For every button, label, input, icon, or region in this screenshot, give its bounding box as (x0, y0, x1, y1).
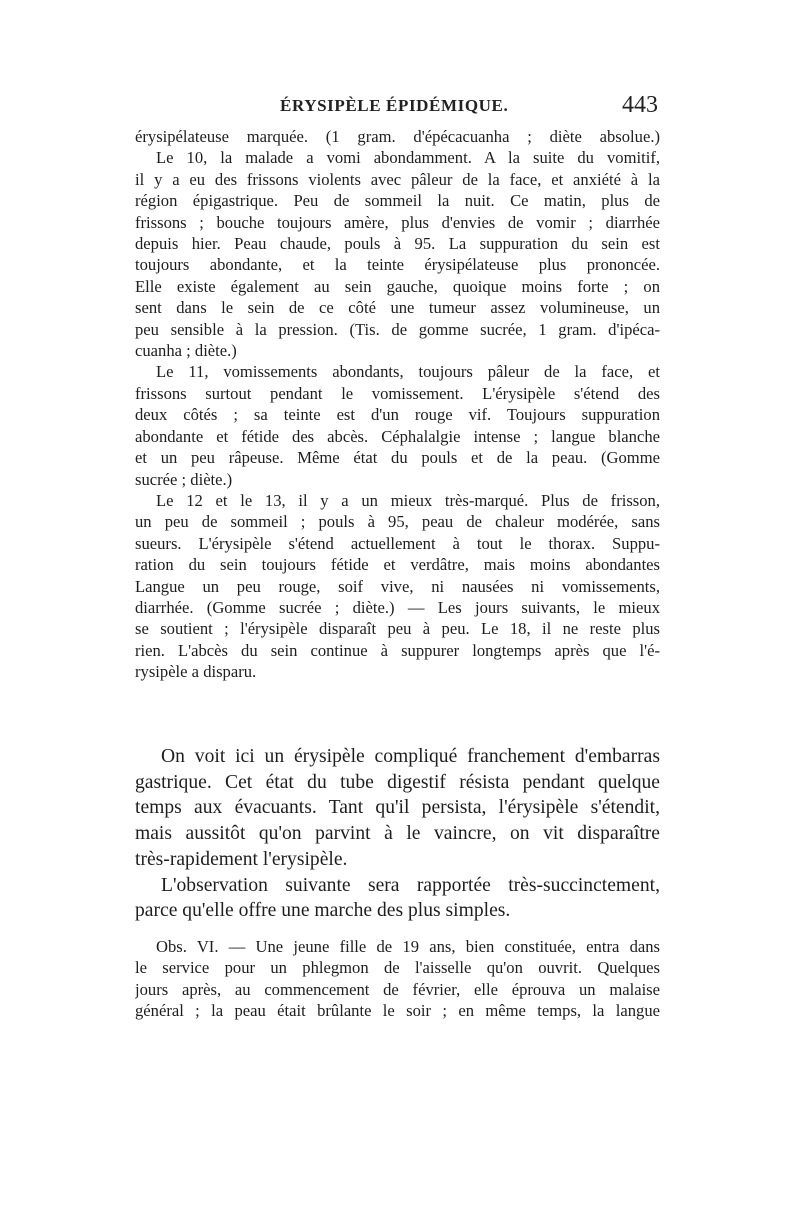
case-notes-paragraphs (135, 126, 660, 683)
text-line: rien. L'abcès du sein continue à suppurer longtemps après que l'é- (135, 640, 660, 660)
text-line: cuanha ; diète.) (135, 341, 237, 361)
text-line: toujours abondante, et la teinte érysipélateuse plus prononcée. (135, 255, 660, 275)
text-line: érysipélateuse marquée. (1 gram. d'épécacuanha ; diète absolue.) (135, 127, 660, 146)
text-line: Le 10, la malade a vomi abondamment. A la suite du vomitif, (156, 148, 660, 168)
text-line: général ; la peau était brûlante le soir ; en même temps, la langue (135, 1001, 660, 1021)
text-line: On voit ici un érysipèle compliqué franchement d'embarras (161, 746, 660, 767)
text-line: Obs. VI. — Une jeune fille de 19 ans, bien constituée, entra dans (156, 937, 660, 956)
text-line: abondante et fétide des abcès. Céphalalgie intense ; langue blanche (135, 426, 660, 446)
text-line: il y a eu des frissons violents avec pâleur de la face, et anxiété à la (135, 169, 660, 189)
text-line: frissons surtout pendant le vomissement. L'érysipèle s'étend des (135, 383, 660, 403)
text-line: parce qu'elle offre une marche des plus simples. (135, 900, 511, 922)
page-header (135, 92, 670, 126)
text-line: peu sensible à la pression. (Tis. de gomme sucrée, 1 gram. d'ipéca- (135, 319, 660, 339)
text-line: et un peu râpeuse. Même état du pouls et de la peau. (Gomme (135, 448, 660, 468)
commentary-paragraphs (135, 744, 660, 924)
observation-paragraph (135, 936, 660, 1022)
text-line: sucrée ; diète.) (135, 469, 233, 489)
text-line: Elle existe également au sein gauche, quoique moins forte ; on (135, 276, 660, 296)
text-line: frissons ; bouche toujours amère, plus d'envies de vomir ; diarrhée (135, 212, 660, 232)
text-line: jours après, au commencement de février, elle éprouva un malaise (135, 979, 660, 999)
text-line: très-rapidement l'erysipèle. (135, 848, 348, 870)
text-line: sueurs. L'érysipèle s'étend actuellement à tout le thorax. Suppu- (135, 533, 660, 553)
text-line: région épigastrique. Peu de sommeil la nuit. Ce matin, plus de (135, 191, 660, 211)
text-line: rysipèle a disparu. (135, 662, 257, 682)
page-number: 443 (622, 92, 658, 118)
text-line: depuis hier. Peau chaude, pouls à 95. La suppuration du sein est (135, 234, 660, 254)
text-line: L'observation suivante sera rapportée très-succinctement, (161, 874, 660, 896)
text-line: deux côtés ; sa teinte est d'un rouge vif. Toujours suppuration (135, 405, 660, 425)
text-line: mais aussitôt qu'on parvint à le vaincre, on vit disparaître (135, 823, 660, 845)
text-line: gastrique. Cet état du tube digestif résista pendant quelque (135, 771, 660, 793)
text-line: diarrhée. (Gomme sucrée ; diète.) — Les jours suivants, le mieux (135, 597, 660, 617)
text-line: un peu de sommeil ; pouls à 95, peau de chaleur modérée, sans (135, 512, 660, 532)
text-line: Le 12 et le 13, il y a un mieux très-marqué. Plus de frisson, (156, 490, 660, 510)
running-title: ÉRYSIPÈLE ÉPIDÉMIQUE. (280, 96, 509, 115)
text-line: le service pour un phlegmon de l'aisselle qu'on ouvrit. Quelques (135, 958, 660, 978)
text-line: se soutient ; l'érysipèle disparaît peu à peu. Le 18, il ne reste plus (135, 619, 660, 639)
text-line: Langue un peu rouge, soif vive, ni nausées ni vomissements, (135, 576, 660, 596)
text-line: ration du sein toujours fétide et verdâtre, mais moins abondantes (135, 555, 660, 575)
text-line: Le 11, vomissements abondants, toujours pâleur de la face, et (156, 362, 660, 382)
text-line: sent dans le sein de ce côté une tumeur assez volumineuse, un (135, 298, 660, 318)
text-line: temps aux évacuants. Tant qu'il persista, l'érysipèle s'étendit, (135, 797, 660, 819)
